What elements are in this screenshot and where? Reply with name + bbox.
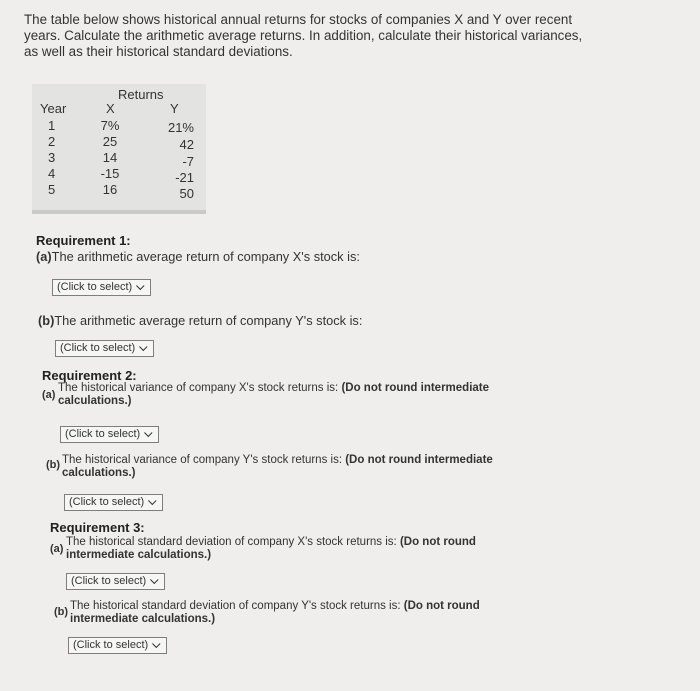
chevron-down-icon [144,428,152,436]
select-label: (Click to select) [71,575,147,587]
y-cell: -21 [175,170,194,185]
req2-a-text: The historical variance of company X's stock returns is: [58,382,339,394]
req1-title: Requirement 1: [36,233,131,248]
req2-a-question [58,382,538,408]
req3-b-question [70,600,540,626]
year-cell: 5 [48,182,56,197]
y-cell: 21% [167,120,194,135]
year-header: Year [40,101,67,116]
req1-b-tag: (b) [38,313,55,328]
req3-b-note: (Do not round intermediate calculations.) [70,600,480,625]
req1-b-question [38,314,362,328]
table-bottom-border [32,210,206,214]
req1-b-text: The arithmetic average return of company Y's stock is: [54,313,363,328]
req1-a-select[interactable] [52,279,151,296]
req1-a-tag: (a) [36,249,52,264]
req2-b-tag: (b) [46,459,61,471]
req3-a-tag: (a) [50,543,64,555]
select-label: (Click to select) [73,639,149,651]
select-label: (Click to select) [57,281,133,293]
x-cell: 16 [102,182,118,197]
year-cell: 2 [48,134,56,149]
req2-a-tag: (a) [42,389,56,401]
req2-title: Requirement 2: [42,368,137,383]
x-cell: 14 [102,150,118,165]
year-cell: 1 [48,118,56,133]
y-header: Y [170,101,179,116]
req2-b-text: The historical variance of company Y's stock returns is: [62,454,343,466]
x-cell: -15 [100,166,120,181]
req3-a-select[interactable] [66,573,165,590]
y-cell: 42 [179,137,194,152]
chevron-down-icon [136,281,144,289]
select-label: (Click to select) [60,342,136,354]
intro-text: The table below shows historical annual returns for stocks of companies X and Y over recent years. Calculate the arithmetic average returns. In addition, calculate their historical variances, as well as their historical standard deviations. [24,12,583,59]
req2-b-select[interactable] [64,494,163,511]
x-cell: 7% [100,118,120,133]
req1-a-question [36,250,360,264]
chevron-down-icon [150,575,158,583]
req1-b-select[interactable] [55,340,154,357]
year-cell: 3 [48,150,56,165]
req3-b-select[interactable] [68,637,167,654]
returns-table [32,84,206,214]
select-label: (Click to select) [65,428,141,440]
req2-a-note: (Do not round intermediate calculations.) [58,382,490,407]
req3-b-text: The historical standard deviation of company Y's stock returns is: [70,600,401,612]
req3-a-question [66,536,536,562]
req3-title: Requirement 3: [50,520,145,535]
chevron-down-icon [148,496,156,504]
select-label: (Click to select) [69,496,145,508]
chevron-down-icon [139,342,147,350]
x-cell: 25 [102,134,118,149]
y-cell: 50 [179,186,194,201]
req2-b-question [62,454,542,480]
x-header: X [106,101,115,116]
year-cell: 4 [48,166,56,181]
req3-a-note: (Do not round intermediate calculations.) [66,536,476,561]
req2-b-note: (Do not round intermediate calculations.) [62,454,493,479]
req2-a-select[interactable] [60,426,159,443]
chevron-down-icon [152,639,160,647]
req3-b-tag: (b) [54,606,69,618]
returns-header: Returns [118,87,164,102]
req1-a-text: The arithmetic average return of company X's stock is: [51,249,360,264]
y-cell: -7 [182,154,194,169]
req3-a-text: The historical standard deviation of company X's stock returns is: [66,536,397,548]
